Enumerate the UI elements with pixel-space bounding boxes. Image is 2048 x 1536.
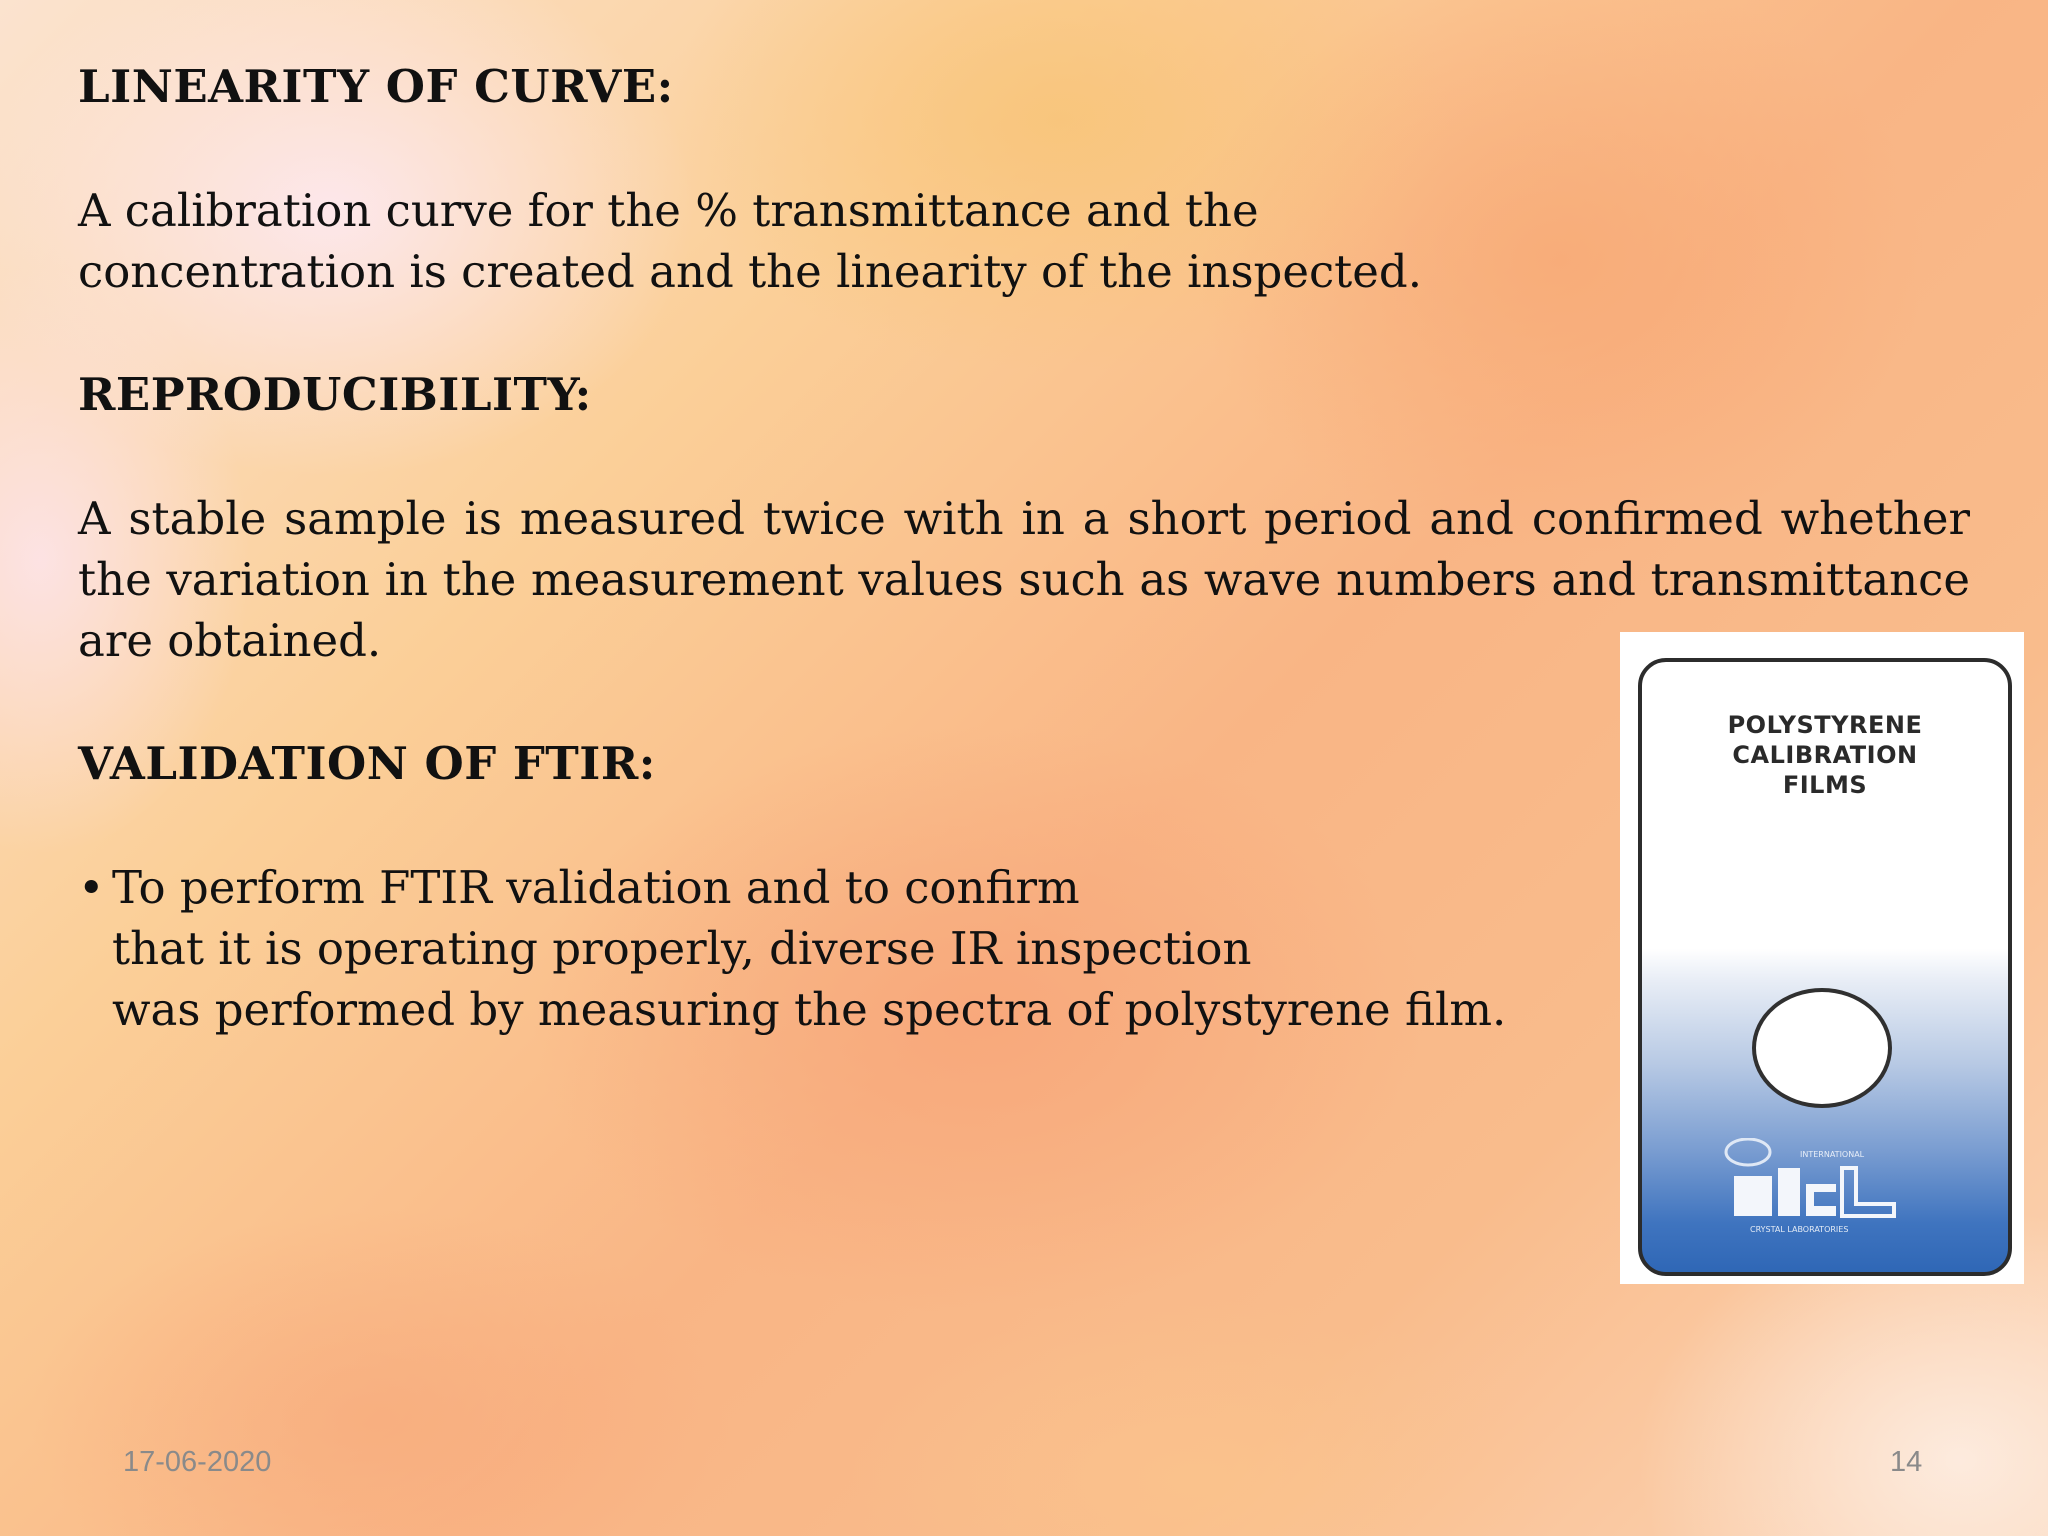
polystyrene-film-image — [1620, 632, 2024, 1284]
spacer — [78, 302, 1970, 366]
footer-page-number: 14 — [1890, 1446, 1923, 1478]
logo-top-text: INTERNATIONAL — [1800, 1150, 1865, 1159]
film-title-line-3: FILMS — [1782, 771, 1868, 799]
film-sample-window — [1752, 988, 1892, 1108]
film-title — [1642, 710, 2008, 800]
linearity-line-2: concentration is created and the linearity of the inspected. — [78, 245, 1423, 298]
calibration-film-card — [1638, 658, 2012, 1276]
linearity-line-1: A calibration curve for the % transmittance and the — [78, 184, 1259, 237]
validation-bullet-line-2: that it is operating properly, diverse IR inspection — [112, 922, 1252, 975]
film-title-line-1: POLYSTYRENE — [1727, 711, 1923, 739]
validation-bullet — [78, 857, 1672, 1040]
logo-bottom-text: CRYSTAL LABORATORIES — [1750, 1225, 1849, 1234]
bullet-icon: • — [78, 861, 105, 914]
spacer — [78, 116, 1970, 180]
reproducibility-heading: REPRODUCIBILITY: — [78, 368, 592, 421]
reproducibility-paragraph: A stable sample is measured twice with in a short period and confirmed whether the variation in the measurement values such as wave numbers and transmittance are obtained. — [78, 492, 1970, 667]
icl-logo-icon — [1724, 1138, 1924, 1238]
footer-date: 17-06-2020 — [123, 1446, 272, 1478]
validation-bullet-line-1: To perform FTIR validation and to confirm — [112, 861, 1080, 914]
linearity-heading: LINEARITY OF CURVE: — [78, 60, 674, 113]
film-title-line-2: CALIBRATION — [1732, 741, 1918, 769]
spacer — [78, 424, 1970, 488]
validation-bullet-line-3: was performed by measuring the spectra of polystyrene film. — [112, 983, 1507, 1036]
validation-heading: VALIDATION OF FTIR: — [78, 737, 656, 790]
